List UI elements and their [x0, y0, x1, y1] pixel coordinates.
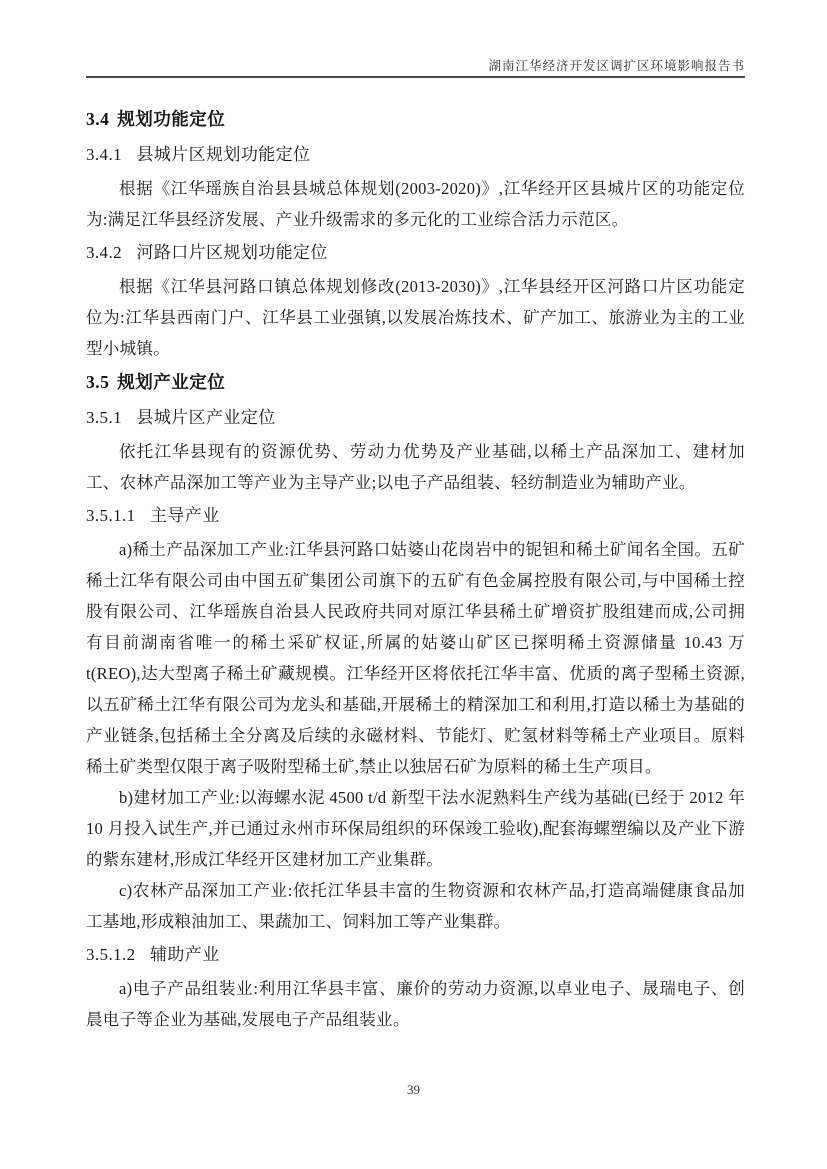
paragraph-3-5-1-1-b: b)建材加工产业:以海螺水泥 4500 t/d 新型干法水泥熟料生产线为基础(已经于 2012 年 10 月投入试生产,并已通过永州市环保局组织的环保竣工验收),配套海螺塑编以及产业下游的紫东建材,形成江华经开区建材加工产业集群。 [86, 788, 745, 869]
paragraph-3-4-1: 根据《江华瑶族自治县县城总体规划(2003-2020)》,江华经开区县城片区的功能定位为:满足江华县经济发展、产业升级需求的多元化的工业综合活力示范区。 [86, 179, 745, 229]
heading-number: 3.5.1 [86, 408, 122, 427]
section-heading-3-4-1 [86, 137, 745, 173]
section-heading-3-5-1-1 [86, 498, 745, 534]
page-header [86, 56, 745, 74]
paragraph-3-5-1-1-a: a)稀土产品深加工产业:江华县河路口姑婆山花岗岩中的铌钽和稀土矿闻名全国。五矿稀土江华有限公司由中国五矿集团公司旗下的五矿有色金属控股有限公司,与中国稀土控股有限公司、江华瑶族自治县人民政府共同对原江华县稀土矿增资扩股组建而成,公司拥有目前湖南省唯一的稀土采矿权证,所属的姑婆山矿区已探明稀土资源储量 10.43 万 t(REO),达大型离子稀土矿藏规模。江华经开区将依托江华丰富、优质的离子型稀土资源,以五矿稀土江华有限公司为龙头和基础,开展稀土的精深加工和利用,打造以稀土为基础的产业链条,包括稀土全分离及后续的永磁材料、节能灯、贮氢材料等稀土产业项目。原料稀土矿类型仅限于离子吸附型稀土矿,禁止以独居石矿为原料的稀土生产项目。 [86, 540, 745, 776]
heading-number: 3.4.2 [86, 243, 122, 262]
section-heading-3-4 [86, 101, 745, 137]
paragraph-3-5-1-2-a: a)电子产品组装业:利用江华县丰富、廉价的劳动力资源,以卓业电子、晟瑞电子、创晨电子等企业为基础,发展电子产品组装业。 [86, 979, 745, 1029]
section-heading-3-5-1 [86, 400, 745, 436]
section-heading-3-5-1-2 [86, 937, 745, 973]
heading-number: 3.4.1 [86, 145, 122, 164]
header-rule [86, 76, 745, 78]
heading-number: 3.5.1.2 [86, 945, 136, 964]
heading-title: 河路口片区规划功能定位 [136, 243, 328, 262]
heading-number: 3.4 [86, 109, 110, 129]
paragraph-3-5-1-1-c: c)农林产品深加工产业:依托江华县丰富的生物资源和农林产品,打造高端健康食品加工基地,形成粮油加工、果蔬加工、饲料加工等产业集群。 [86, 881, 745, 931]
paragraph-3-5-1: 依托江华县现有的资源优势、劳动力优势及产业基础,以稀土产品深加工、建材加工、农林产品深加工等产业为主导产业;以电子产品组装、轻纺制造业为辅助产业。 [86, 442, 745, 492]
heading-number: 3.5 [86, 372, 110, 392]
page-number: 39 [407, 1082, 420, 1097]
section-heading-3-5 [86, 364, 745, 400]
heading-title: 辅助产业 [150, 945, 220, 964]
document-body [86, 101, 745, 1035]
heading-title: 县城片区产业定位 [136, 408, 276, 427]
heading-title: 规划产业定位 [117, 372, 226, 392]
section-heading-3-4-2 [86, 235, 745, 271]
page-footer [0, 1082, 827, 1098]
heading-title: 规划功能定位 [117, 109, 226, 129]
heading-title: 主导产业 [150, 506, 220, 525]
paragraph-3-4-2: 根据《江华县河路口镇总体规划修改(2013-2030)》,江华县经开区河路口片区功能定位为:江华县西南门户、江华县工业强镇,以发展冶炼技术、矿产加工、旅游业为主的工业型小城镇。 [86, 277, 745, 358]
heading-title: 县城片区规划功能定位 [136, 145, 311, 164]
heading-number: 3.5.1.1 [86, 506, 136, 525]
running-title: 湖南江华经济开发区调扩区环境影响报告书 [488, 59, 745, 73]
